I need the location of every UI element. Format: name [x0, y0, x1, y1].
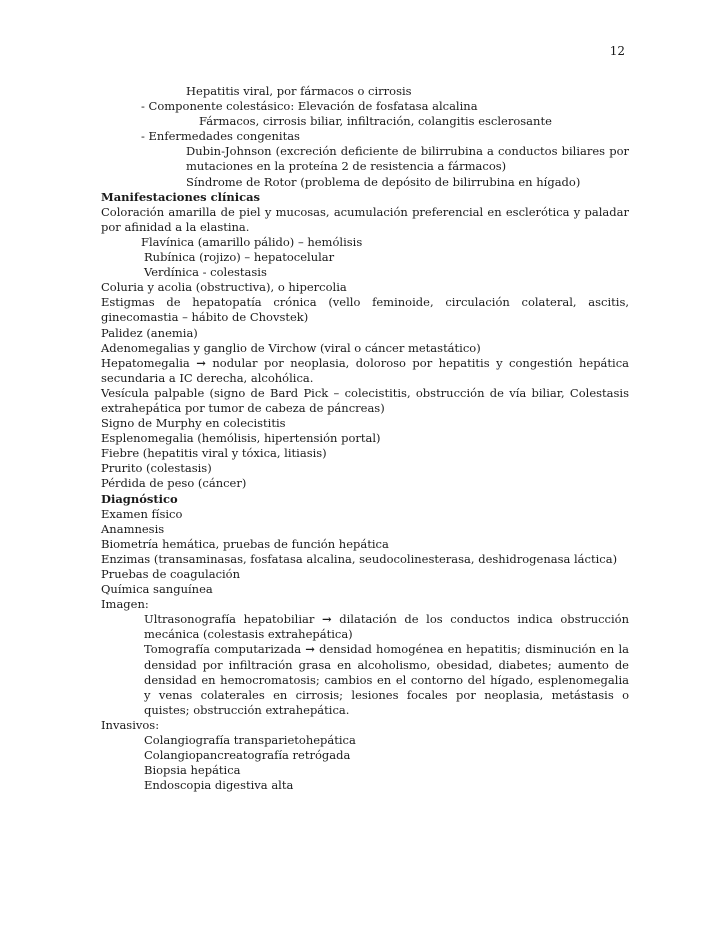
anamnesis-text: Anamnesis — [101, 521, 165, 536]
hepatitis-line: Hepatitis viral, por fármacos o cirrosis — [186, 84, 412, 98]
coluria-text: Coluria y acolia (obstructiva), o hipercolia — [101, 280, 347, 295]
flavinica-item: Flavínica (amarillo pálido) – hemólisis — [141, 234, 363, 249]
ultrasonografia-item — [101, 612, 629, 642]
adenomegalias-text: Adenomegalias y ganglio de Virchow (viral o cáncer metastático) — [101, 340, 481, 355]
rotor-line: Síndrome de Rotor (problema de depósito de bilirrubina en hígado) — [186, 174, 581, 189]
page-number: 12 — [609, 44, 625, 58]
vesicula-text: Vesícula palpable (signo de Bard Pick – colecistitis, obstrucción de vía biliar, Colestasis extrahepática por tumor de cabeza de páncreas) — [101, 385, 629, 415]
coagulacion-text: Pruebas de coagulación — [101, 567, 241, 581]
enzimas-text: Enzimas (transaminasas, fosfatasa alcalina, seudocolinesterasa, deshidrogenasa láctica) — [101, 551, 618, 566]
tomografia-label: Tomografía computarizada — [144, 642, 302, 657]
dubin-johnson-line: Dubin-Johnson (excreción deficiente de bilirrubina a conductos biliares por mutaciones en la proteína 2 de resistencia a fármacos) — [186, 144, 629, 174]
biopsia-item: Biopsia hepática — [144, 763, 241, 778]
esplenomegalia-text: Esplenomegalia (hemólisis, hipertensión portal) — [101, 431, 381, 446]
imagen-label: Imagen: — [101, 597, 149, 612]
perdida-text: Pérdida de peso (cáncer) — [101, 476, 247, 491]
palidez-text: Palidez (anemia) — [101, 325, 198, 340]
hepatomegalia-detail: nodular por neoplasia, doloroso por hepatitis y congestión hepática secundaria a IC derecha, alcohólica. — [101, 355, 630, 385]
verdinica-item: Verdínica - colestasis — [144, 265, 267, 280]
colangiografia-item: Colangiografía transparietohepática — [144, 733, 356, 748]
ultrasonografia-detail: dilatación de los conductos indica obstrucción mecánica (colestasis extrahepática) — [144, 612, 629, 642]
tomografia-detail: densidad homogénea en hepatitis; disminución en la densidad por infiltración grasa en alcoholismo, obesidad, diabetes; aumento de densidad en hemocromatosis; cambios en el contorno del hígado, esplenomegalia y venas colaterales en cirrosis; lesiones focales por neoplasia, metástasis o quistes; obstrucción extrahepática. — [144, 642, 629, 717]
congenitas-line: - Enfermedades congenitas — [141, 129, 300, 144]
quimica-text: Química sanguínea — [101, 582, 213, 597]
examen-text: Examen físico — [101, 506, 183, 521]
manifestaciones-heading: Manifestaciones clínicas — [101, 189, 261, 204]
prurito-text: Prurito (colestasis) — [101, 461, 212, 476]
endoscopia-item: Endoscopia digestiva alta — [144, 778, 294, 793]
ultrasonografia-label: Ultrasonografía hepatobiliar — [144, 612, 315, 627]
page-content — [101, 84, 629, 793]
rubinica-item: Rubínica (rojizo) – hepatocelular — [144, 250, 335, 265]
biometria-text: Biometría hemática, pruebas de función hepática — [101, 536, 389, 551]
hepatomegalia-label: Hepatomegalia — [101, 355, 190, 370]
arrow-right-icon: → — [305, 642, 315, 657]
colangiopancreatografia-item: Colangiopancreatografía retrógada — [144, 748, 351, 763]
coloracion-text: Coloración amarilla de piel y mucosas, acumulación preferencial en esclerótica y paladar por afinidad a la elastina. — [101, 204, 629, 234]
farmacos-line: Fármacos, cirrosis biliar, infiltración, colangitis esclerosante — [199, 114, 552, 129]
fiebre-text: Fiebre (hepatitis viral y tóxica, litiasis) — [101, 446, 327, 461]
murphy-text: Signo de Murphy en colecistitis — [101, 416, 286, 431]
arrow-right-icon: → — [196, 355, 206, 370]
hepatomegalia-text — [101, 356, 629, 386]
tomografia-item — [101, 642, 629, 717]
colestasico-line: - Componente colestásico: Elevación de fosfatasa alcalina — [141, 99, 478, 114]
estigmas-text: Estigmas de hepatopatía crónica (vello feminoide, circulación colateral, ascitis, ginecomastia – hábito de Chovstek) — [101, 295, 629, 325]
invasivos-label: Invasivos: — [101, 717, 160, 732]
diagnostico-heading: Diagnóstico — [101, 491, 178, 506]
arrow-right-icon: → — [321, 612, 332, 627]
